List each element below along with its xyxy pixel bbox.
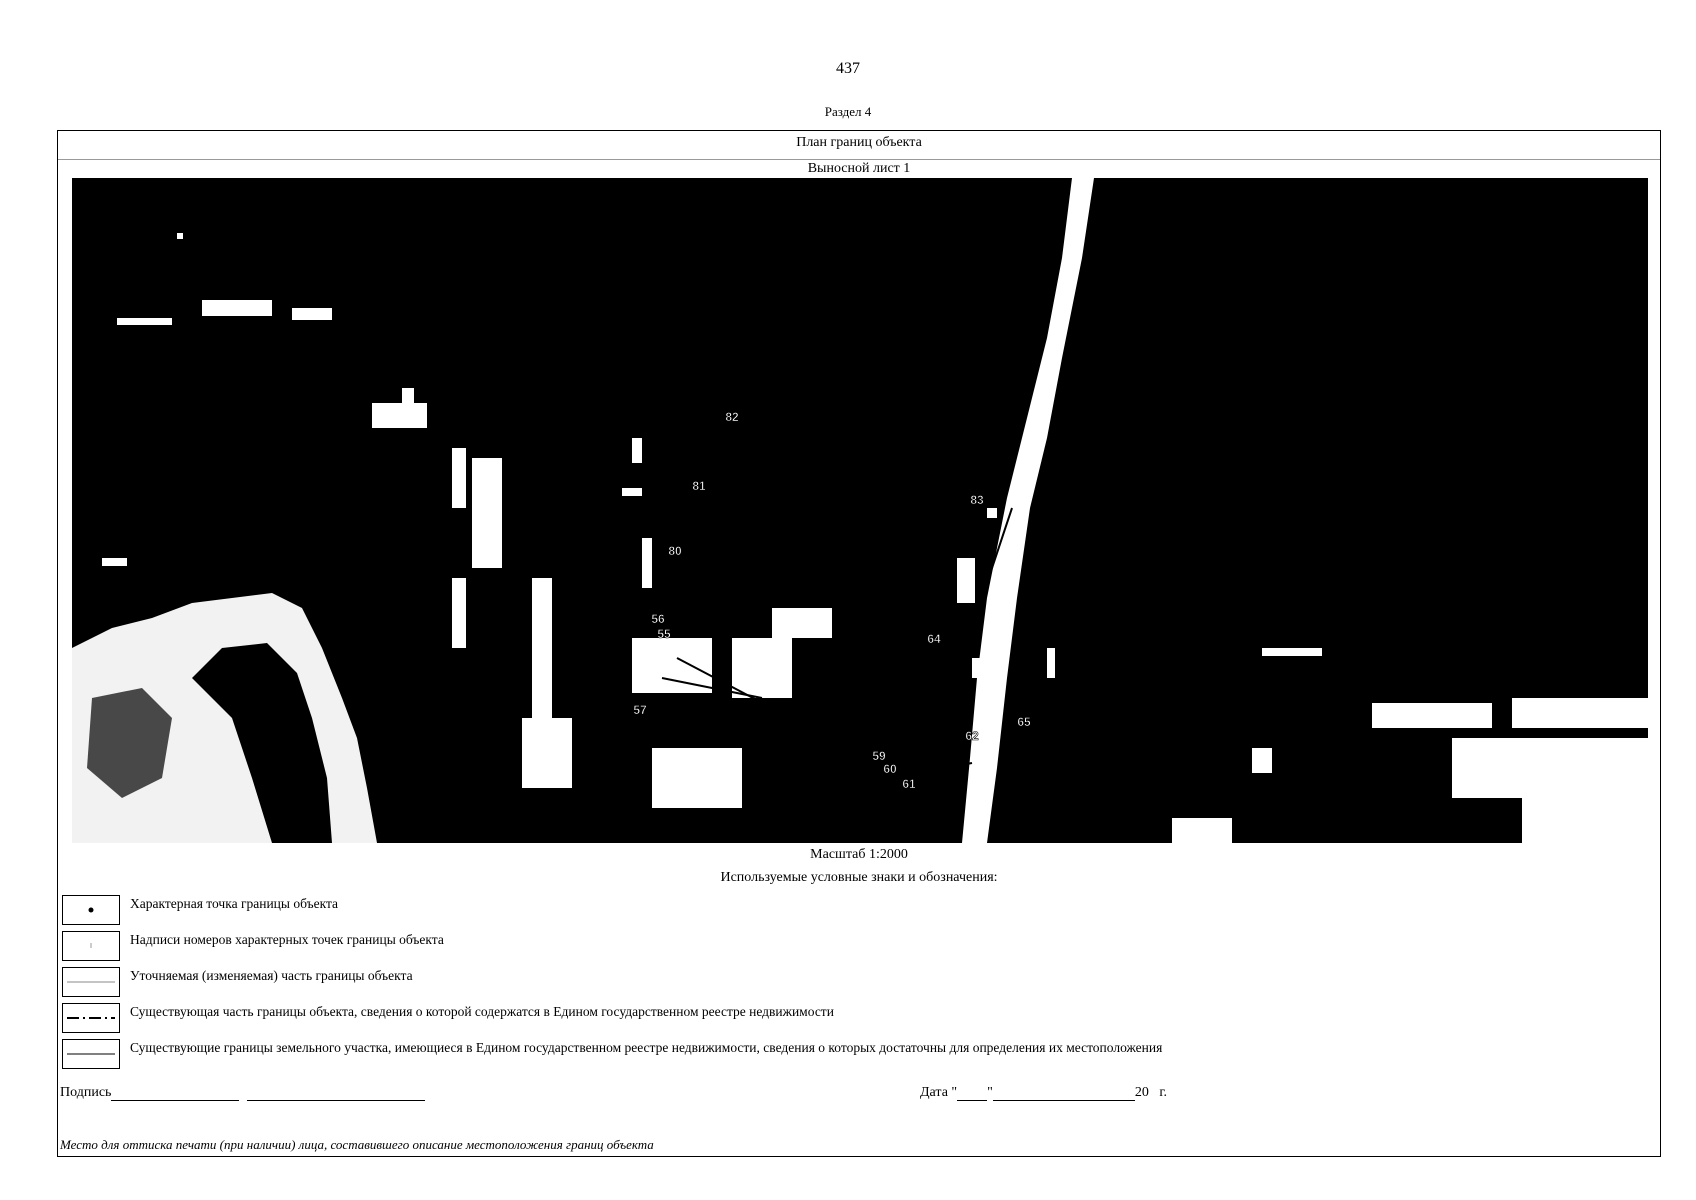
point-label: 83 xyxy=(970,493,984,507)
legend-row-point xyxy=(62,895,1562,927)
legend-label: Надписи номеров характерных точек границы объекта xyxy=(130,932,444,947)
sheet-title: Выносной лист 1 xyxy=(807,161,911,176)
legend-row-dash-dot xyxy=(62,1003,1562,1035)
signature-line xyxy=(111,1086,239,1101)
legend-label: Существующая часть границы объекта, сведения о которой содержатся в Едином государственном реестре недвижимости xyxy=(130,1004,834,1019)
thin-line-symbol xyxy=(62,967,120,997)
legend-label: Уточняемая (изменяемая) часть границы объекта xyxy=(130,968,413,983)
date-quote: " xyxy=(987,1085,993,1100)
point-label: 60 xyxy=(883,762,897,776)
point-label: 80 xyxy=(668,544,682,558)
legend-label: Характерная точка границы объекта xyxy=(130,896,339,911)
legend-row-solid-line xyxy=(62,1039,1562,1071)
date-field xyxy=(920,1085,1167,1101)
point-label: 64 xyxy=(927,632,941,646)
section-label: Раздел 4 xyxy=(824,104,872,119)
date-day-line xyxy=(957,1086,987,1101)
plan-title: План границ объекта xyxy=(796,135,922,150)
point-label: 56 xyxy=(651,612,665,626)
map-image xyxy=(72,178,1648,843)
date-suffix: г. xyxy=(1159,1085,1168,1100)
label-symbol xyxy=(62,931,120,961)
dash-dot-line-symbol xyxy=(62,1003,120,1033)
stamp-note: Место для оттиска печати (при наличии) лица, составившего описание местоположения границ объекта xyxy=(60,1137,654,1152)
date-year: 20 xyxy=(1134,1085,1149,1100)
point-label: 57 xyxy=(633,703,647,717)
boundary-map xyxy=(72,178,1648,843)
signature-field xyxy=(60,1085,425,1101)
legend-title: Используемые условные знаки и обозначения: xyxy=(720,870,998,885)
point-label: 55 xyxy=(657,627,671,641)
point-label: 62 xyxy=(965,729,979,743)
date-label: Дата " xyxy=(920,1085,958,1100)
name-line xyxy=(247,1086,425,1101)
point-label: 59 xyxy=(872,749,886,763)
point-label: 82 xyxy=(725,410,739,424)
page-number: 437 xyxy=(836,60,860,77)
map-scale: Масштаб 1:2000 xyxy=(810,847,908,862)
legend-row-thin-line xyxy=(62,967,1562,999)
legend-label: Существующие границы земельного участка, имеющиеся в Едином государственном реестре недвижимости, сведения о которых достаточны для определения их местоположения xyxy=(130,1040,1163,1055)
point-label: 81 xyxy=(692,479,706,493)
legend-row-labels xyxy=(62,931,1562,963)
point-label: 61 xyxy=(902,777,916,791)
point-label: 65 xyxy=(1017,715,1031,729)
title-divider xyxy=(58,159,1660,160)
point-symbol xyxy=(62,895,120,925)
date-month-line xyxy=(993,1086,1135,1101)
solid-line-symbol xyxy=(62,1039,120,1069)
plan-frame xyxy=(57,130,1661,1157)
signature-label: Подпись xyxy=(60,1085,112,1100)
